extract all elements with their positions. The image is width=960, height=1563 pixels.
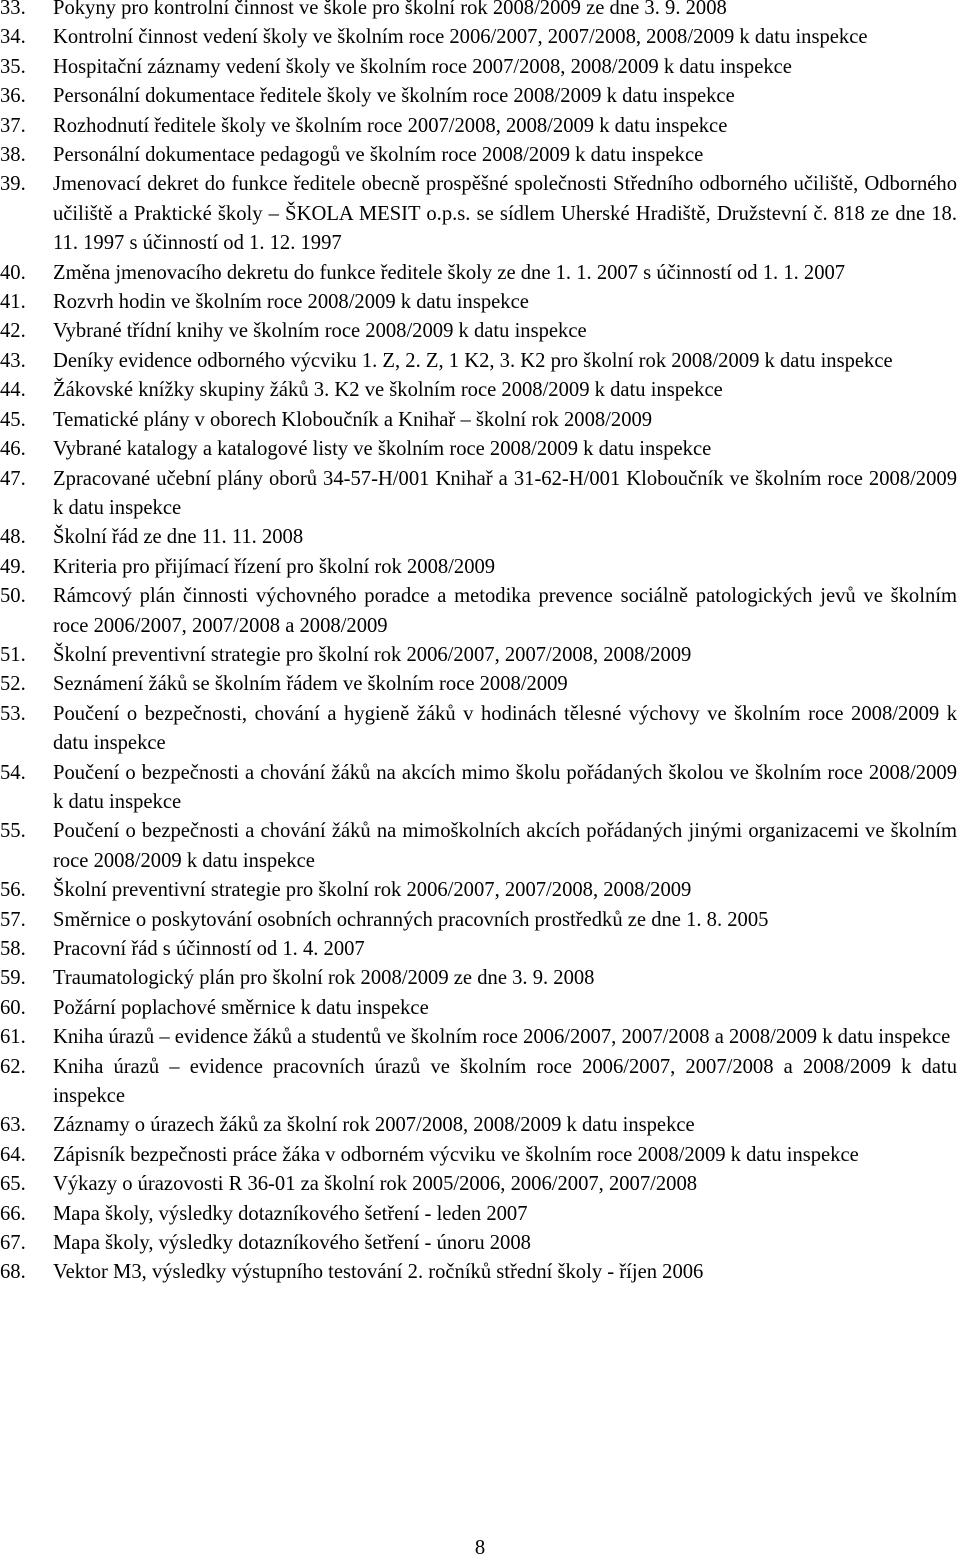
list-item <box>0 553 957 582</box>
item-text: Kniha úrazů – evidence pracovních úrazů ve školním roce 2006/2007, 2007/2008 a 2008/2009 k datu inspekce <box>53 1055 957 1108</box>
item-number: 68. <box>0 1261 26 1284</box>
list-item <box>0 1053 957 1112</box>
list-item <box>0 347 957 376</box>
item-number: 55. <box>0 820 26 843</box>
list-item <box>0 1229 957 1258</box>
list-item <box>0 288 957 317</box>
list-item <box>0 82 957 111</box>
item-number: 42. <box>0 320 26 343</box>
item-text: Kontrolní činnost vedení školy ve školním roce 2006/2007, 2007/2008, 2008/2009 k datu inspekce <box>53 26 868 49</box>
item-number: 34. <box>0 26 26 49</box>
page-number: 8 <box>474 1537 486 1559</box>
item-text: Vektor M3, výsledky výstupního testování 2. ročníků střední školy - říjen 2006 <box>53 1261 704 1284</box>
list-item <box>0 1111 957 1140</box>
list-item <box>0 964 957 993</box>
list-item <box>0 170 957 258</box>
list-item <box>0 523 957 552</box>
item-text: Vybrané třídní knihy ve školním roce 2008/2009 k datu inspekce <box>53 320 587 343</box>
item-text: Zpracované učební plány oborů 34-57-H/001 Knihař a 31-62-H/001 Kloboučník ve školním roce 2008/2009 k datu inspekce <box>53 467 957 519</box>
item-number: 54. <box>0 761 26 784</box>
item-text: Pokyny pro kontrolní činnost ve škole pro školní rok 2008/2009 ze dne 3. 9. 2008 <box>53 0 727 19</box>
item-text: Vybrané katalogy a katalogové listy ve školním roce 2008/2009 k datu inspekce <box>53 438 712 461</box>
item-number: 44. <box>0 379 26 402</box>
item-text: Žákovské knížky skupiny žáků 3. K2 ve školním roce 2008/2009 k datu inspekce <box>53 379 723 402</box>
list-item <box>0 0 957 23</box>
item-number: 48. <box>0 526 26 549</box>
item-text: Kriteria pro přijímací řízení pro školní rok 2008/2009 <box>53 555 496 578</box>
list-item <box>0 317 957 346</box>
list-item <box>0 259 957 288</box>
item-number: 40. <box>0 261 26 284</box>
item-number: 50. <box>0 585 26 608</box>
list-item <box>0 994 957 1023</box>
item-number: 45. <box>0 408 26 431</box>
item-number: 41. <box>0 291 26 314</box>
item-text: Výkazy o úrazovosti R 36-01 za školní rok 2005/2006, 2006/2007, 2007/2008 <box>53 1173 698 1196</box>
item-number: 38. <box>0 144 26 167</box>
list-item <box>0 935 957 964</box>
item-text: Směrnice o poskytování osobních ochranných pracovních prostředků ze dne 1. 8. 2005 <box>53 908 769 931</box>
item-number: 35. <box>0 55 26 78</box>
list-item <box>0 1170 957 1199</box>
item-text: Personální dokumentace pedagogů ve školním roce 2008/2009 k datu inspekce <box>53 144 704 167</box>
item-text: Poučení o bezpečnosti a chování žáků na akcích mimo školu pořádaných školou ve školním roce 2008/2009 k datu inspekce <box>53 761 957 813</box>
item-number: 65. <box>0 1173 26 1196</box>
item-number: 39. <box>0 173 26 196</box>
item-text: Pracovní řád s účinností od 1. 4. 2007 <box>53 938 365 960</box>
item-text: Poučení o bezpečnosti a chování žáků na mimoškolních akcích pořádaných jinými organizacemi ve školním roce 2008/2009 k datu inspekce <box>53 820 957 872</box>
item-text: Jmenovací dekret do funkce ředitele obecně prospěšné společnosti Středního odborného učiliště, Odborného učiliště a Praktické školy – ŠKOLA MESIT o.p.s. se sídlem Uherské Hradiště, Družstevní č. 818 ze dne 18. 11. 1997 s účinností od 1. 12. 1997 <box>53 173 957 255</box>
item-number: 62. <box>0 1055 26 1078</box>
list-item <box>0 1141 957 1170</box>
item-number: 57. <box>0 908 26 931</box>
item-text: Záznamy o úrazech žáků za školní rok 2007/2008, 2008/2009 k datu inspekce <box>53 1114 695 1137</box>
item-text: Školní preventivní strategie pro školní rok 2006/2007, 2007/2008, 2008/2009 <box>53 643 692 666</box>
item-text: Rozvrh hodin ve školním roce 2008/2009 k datu inspekce <box>53 291 529 314</box>
item-number: 47. <box>0 467 26 490</box>
item-number: 58. <box>0 938 26 960</box>
item-text: Změna jmenovacího dekretu do funkce ředitele školy ze dne 1. 1. 2007 s účinností od 1. 1. 2007 <box>53 261 846 284</box>
item-number: 63. <box>0 1114 26 1137</box>
item-number: 51. <box>0 643 26 666</box>
item-number: 33. <box>0 0 26 19</box>
item-number: 52. <box>0 673 26 696</box>
list-item <box>0 582 957 641</box>
item-number: 67. <box>0 1232 26 1255</box>
item-number: 37. <box>0 114 26 137</box>
list-item <box>0 376 957 405</box>
item-number: 53. <box>0 702 26 725</box>
item-text: Zápisník bezpečnosti práce žáka v odborném výcviku ve školním roce 2008/2009 k datu inspekce <box>53 1143 859 1166</box>
item-text: Traumatologický plán pro školní rok 2008/2009 ze dne 3. 9. 2008 <box>53 967 595 990</box>
item-number: 46. <box>0 438 26 461</box>
list-item <box>0 1200 957 1229</box>
list-item <box>0 112 957 141</box>
item-number: 59. <box>0 967 26 990</box>
item-text: Hospitační záznamy vedení školy ve školním roce 2007/2008, 2008/2009 k datu inspekce <box>53 55 792 78</box>
list-item <box>0 53 957 82</box>
item-text: Poučení o bezpečnosti, chování a hygieně žáků v hodinách tělesné výchovy ve školním roce 2008/2009 k datu inspekce <box>53 702 957 755</box>
item-text: Deníky evidence odborného výcviku 1. Z, 2. Z, 1 K2, 3. K2 pro školní rok 2008/2009 k datu inspekce <box>53 349 893 372</box>
list-item <box>0 817 957 876</box>
item-number: 56. <box>0 879 26 902</box>
item-number: 64. <box>0 1143 26 1166</box>
list-item <box>0 1258 957 1287</box>
item-text: Školní řád ze dne 11. 11. 2008 <box>53 526 304 549</box>
item-number: 60. <box>0 996 26 1019</box>
list-item <box>0 670 957 699</box>
item-number: 36. <box>0 85 26 108</box>
item-number: 43. <box>0 349 26 372</box>
item-text: Kniha úrazů – evidence žáků a studentů ve školním roce 2006/2007, 2007/2008 a 2008/2009 k datu inspekce <box>53 1026 951 1049</box>
item-text: Mapa školy, výsledky dotazníkového šetření - leden 2007 <box>53 1202 528 1225</box>
item-text: Personální dokumentace ředitele školy ve školním roce 2008/2009 k datu inspekce <box>53 85 735 108</box>
list-item <box>0 465 957 524</box>
item-number: 66. <box>0 1202 26 1225</box>
list-item <box>0 906 957 935</box>
list-item <box>0 23 957 52</box>
item-number: 49. <box>0 555 26 578</box>
item-text: Rámcový plán činnosti výchovného poradce a metodika prevence sociálně patologických jevů ve školním roce 2006/2007, 2007/2008 a 2008/2009 <box>53 585 957 637</box>
list-item <box>0 700 957 759</box>
list-item <box>0 876 957 905</box>
list-item <box>0 435 957 464</box>
item-text: Školní preventivní strategie pro školní rok 2006/2007, 2007/2008, 2008/2009 <box>53 879 692 902</box>
list-item <box>0 759 957 818</box>
list-item <box>0 641 957 670</box>
item-text: Rozhodnutí ředitele školy ve školním roce 2007/2008, 2008/2009 k datu inspekce <box>53 114 728 137</box>
item-text: Seznámení žáků se školním řádem ve školním roce 2008/2009 <box>53 673 568 696</box>
list-item <box>0 1023 957 1052</box>
item-text: Požární poplachové směrnice k datu inspekce <box>53 996 429 1019</box>
list-item <box>0 406 957 435</box>
item-number: 61. <box>0 1026 26 1049</box>
list-item <box>0 141 957 170</box>
item-text: Tematické plány v oborech Kloboučník a Knihař – školní rok 2008/2009 <box>53 408 653 431</box>
item-text: Mapa školy, výsledky dotazníkového šetření - únoru 2008 <box>53 1232 531 1255</box>
